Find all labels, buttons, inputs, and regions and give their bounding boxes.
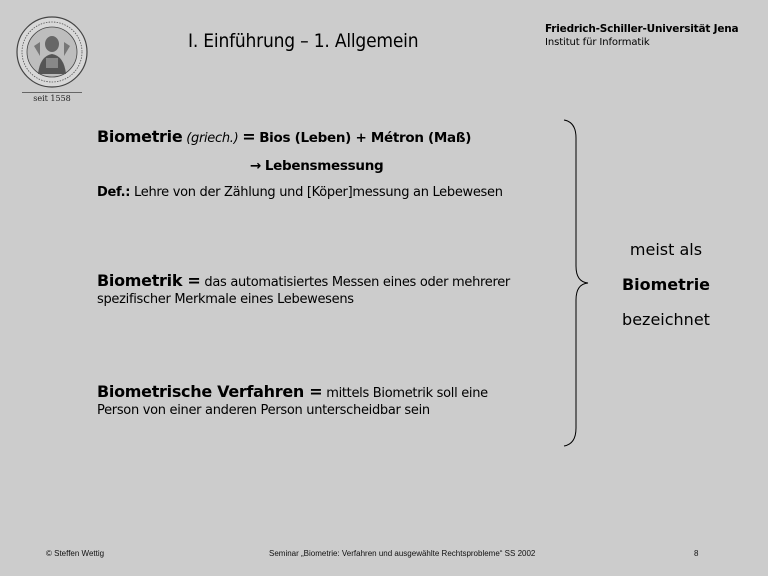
definition-text: Lehre von der Zählung und [Köper]messung an Lebewesen xyxy=(134,185,503,200)
verfahren-line-1 xyxy=(97,382,488,401)
lebensmessung-text: Lebensmessung xyxy=(264,158,384,174)
biometrie-definition-line xyxy=(97,127,471,146)
side-note-line-1: meist als xyxy=(629,240,703,259)
definition-label: Def.: xyxy=(97,185,131,200)
footer-author: © Steffen Wettig xyxy=(46,549,105,558)
biometrik-term: Biometrik = xyxy=(97,271,201,290)
biometrie-equals: = xyxy=(242,127,256,146)
biometrie-term: Biometrie xyxy=(97,127,183,146)
arrow-icon: → xyxy=(250,158,262,174)
university-name: Friedrich-Schiller-Universität Jena xyxy=(545,23,739,35)
curly-brace-icon xyxy=(560,118,592,448)
biometrik-text-1: das automatisiertes Messen eines oder mehrerer xyxy=(204,275,510,290)
footer-page-number: 8 xyxy=(694,549,699,558)
biometrik-line-1 xyxy=(97,271,510,290)
footer-seminar: Seminar „Biometrie: Verfahren und ausgewählte Rechtsprobleme“ SS 2002 xyxy=(269,549,536,558)
lebensmessung-line xyxy=(250,158,383,174)
biometrie-origin: (griech.) xyxy=(186,131,239,146)
verfahren-text-2: Person von einer anderen Person unterscheidbar sein xyxy=(97,403,430,418)
seal-caption: seit 1558 xyxy=(33,94,71,103)
verfahren-term: Biometrische Verfahren = xyxy=(97,382,323,401)
side-note-line-3: bezeichnet xyxy=(622,310,710,329)
seal-underline xyxy=(22,92,82,93)
university-seal-icon xyxy=(16,16,88,88)
institute-name: Institut für Informatik xyxy=(545,37,650,48)
verfahren-text-1: mittels Biometrik soll eine xyxy=(326,386,488,401)
side-note-line-2: Biometrie xyxy=(621,275,711,294)
definition-line xyxy=(97,185,503,200)
biometrik-text-2: spezifischer Merkmale eines Lebewesens xyxy=(97,292,354,307)
slide-title: I. Einführung – 1. Allgemein xyxy=(188,30,419,52)
biometrie-etymology: Bios (Leben) + Métron (Maß) xyxy=(259,130,472,146)
